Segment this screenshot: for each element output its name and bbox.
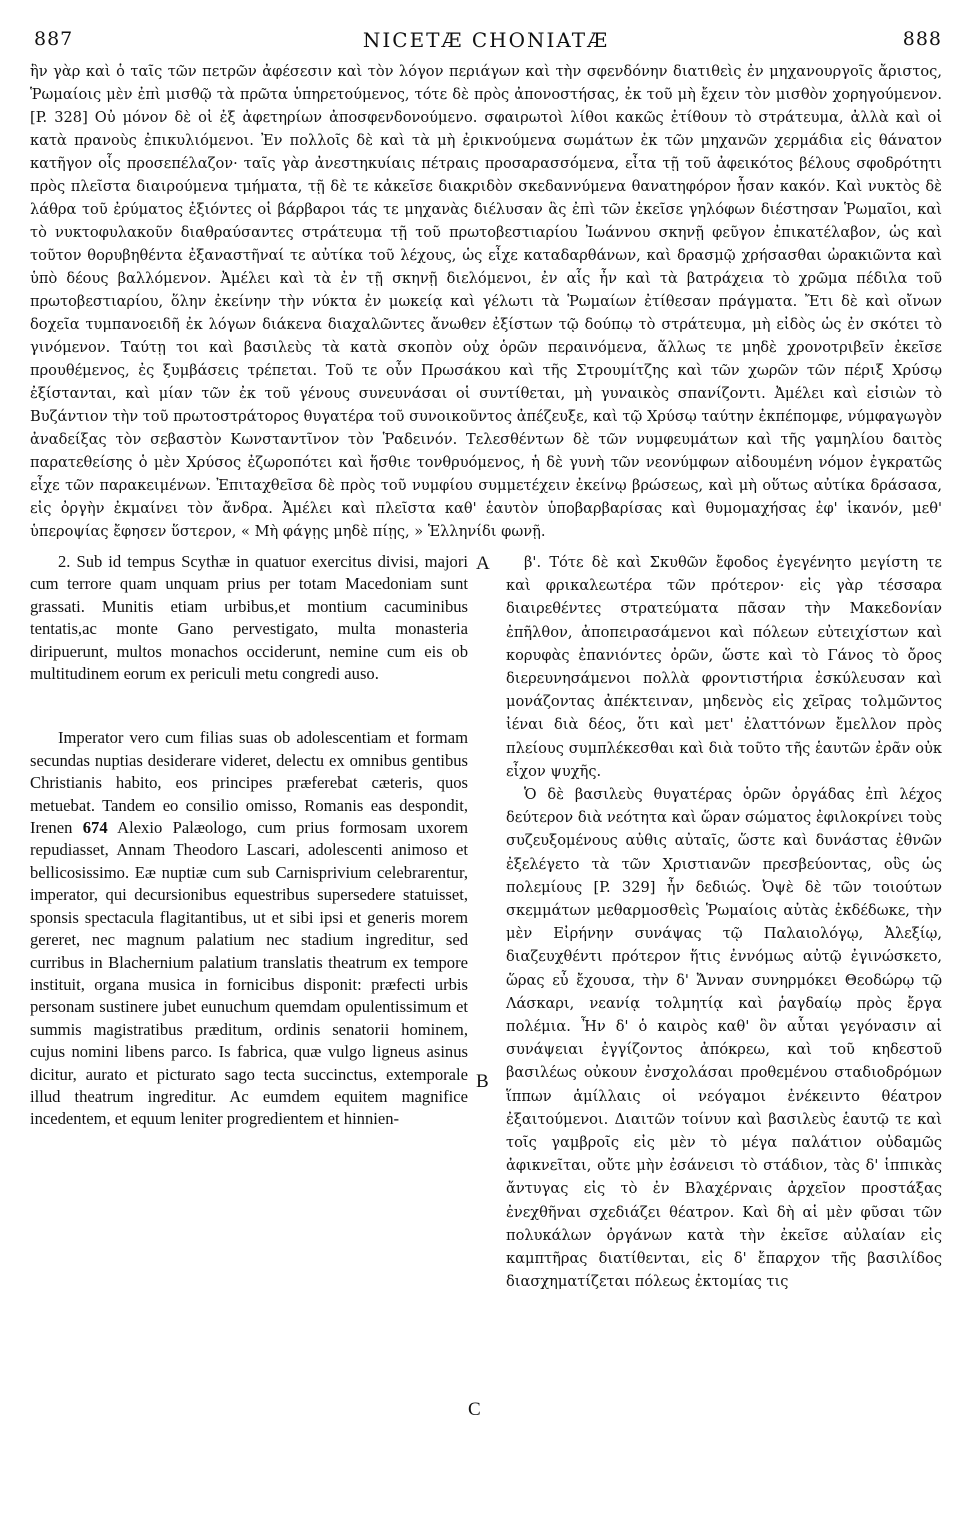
- greek-full-width-text: [30, 60, 942, 543]
- folio-number: 674: [82, 818, 108, 838]
- latin-paragraph-2-rest: Alexio Palæologo, cum prius formosam uxorem repudiasset, Annam Theodoro Lascari, adolescenti animoso et bellicosissimo. Eæ nuptiæ cum sub Carnisprivium celebrarentur, imperator, qui decursionibus equestribus supersedere statuisset, sponsis spectacula flagitantibus, ut et sibi ipsi et generis morem gereret, nec magnum palatium nec stadium ingreditur, sed curribus in Blachernium palatium translatis theatrum ex tempore instituit, organa musica in fornicibus disponit: præfecti urbis personam sustinere jubet eunuchum quemdam opulentissimum et summis magistratibus præditum, ordinis senatorii hominem, cujus nomini libens parco. Is fabrica, quæ vulgo ligneus asinus dicitur, aurato et picturato sago tecta succinctus, extemporale illud theatrum ingreditur. Ac eumdem equitem magnifice incedentem, et equum leniter progredientem et hinnien-: [30, 818, 468, 1129]
- latin-paragraph-2-start: Imperator vero cum filias suas ob adolescentiam et formam secundas nuptias desiderare videret, delectu ex omnibus gentibus Christianis habito, eos principes præferebat cæteris, quos metuebat. Tandem eo consilio omisso, Romanis eas despondit, Irenen: [30, 728, 468, 838]
- section-marker-b: B: [476, 1071, 489, 1092]
- page: [30, 28, 942, 1420]
- page-number-right: 888: [902, 28, 942, 50]
- section-marker-c: C: [468, 1399, 481, 1420]
- greek-column: [506, 551, 942, 1294]
- latin-paragraph-1: 2. Sub id tempus Scythæ in quatuor exercitus divisi, majori cum terrore quam unquam prius per totam Macedoniam sunt grassati. Munitis etiam urbibus,et montium cacuminibus tentatis,ac monte Gano pervestigato, multa monasteria diripuerunt, multos monachos occiderunt, nemine cum eis ob multitudinem eorum ex periculi metu congredi auso.: [30, 552, 468, 684]
- section-marker-a: A: [476, 553, 490, 574]
- latin-column: [30, 551, 468, 1131]
- greek-column-paragraph-2: Ὁ δὲ βασιλεὺς θυγατέρας ὁρῶν ὀργάδας ἐπὶ λέχος δεύτερον διὰ νεότητα καὶ ὥραν σώματος ἐφιλοκρίνει τοὺς συζευξομένους αὐθις αὐταῖς, ὥστε καὶ δυνάστας ἐθνῶν ἐξελέγετο τὰ τῶν Χριστιανῶν πρεσβεύοντας, οὓς ὡς πολεμίους [P. 329] ἦν δεδιώς. Ὀψὲ δὲ τῶν τοιούτων σκεμμάτων μεθαρμοσθεὶς Ῥωμαίοις αὐτὰς ἐκδέδωκε, τὴν μὲν Εἰρήνην συνάψας τῷ Παλαιολόγῳ, Ἀλεξίῳ, διαζευχθέντι πρότερον ἥτις ἐννόμως αὐτῷ ἐγινώσκετο, ὥρας εὖ ἔχουσα, τὴν δ' Ἄνναν συνηρμόκει Θεοδώρῳ τῷ Λάσκαρι, νεανίᾳ τολμητίᾳ καὶ ῥαγδαίῳ πρὸς ἔργα πολέμια. Ἦν δ' ὁ καιρὸς καθ' ὃν αὗται γεγόνασιν αἱ συνάψειαι ἐγγίζοντος ἀπόκρεω, καὶ τοῦ κηδεστοῦ βασιλέως οὐκουν ἐνσχολάσαι προθεμένου σταδιοδρόμων ἵππων ἁμίλλαις οἱ νεόγαμοι ἐνέκειντο θέατρον ἐξαιτούμενοι. Διαιτῶν τοίνυν καὶ βασιλεὺς ἑαυτῷ τε καὶ τοῖς γαμβροῖς εἰς μὲν τὸ μέγα παλάτιον οὐδαμῶς ἀφικνεῖται, οὔτε μὴν ἐσάνεισι τὸ στάδιον, τὰς δ' ἱππικὰς ἄντυγας εἰς τὸ ἐν Βλαχέρναις ἀρχεῖον προστάξας ἐνεχθῆναι σχεδιάζει θέατρον. Καὶ δὴ αἱ μὲν φῦσαι τῶν πολυκάλων ὀργάνων κατὰ τὴν ἐκεῖσε αὐλαίαν εἰς καμπτῆρας διατίθενται, εἰς δ' ἔπαρχον τῆς βασιλίδος διασχηματίζεται πόλεως ἐκτομίας τις: [506, 786, 942, 1291]
- page-number-left: 887: [34, 28, 74, 50]
- greek-top-paragraph: ἣν γὰρ καὶ ὁ ταῖς τῶν πετρῶν ἀφέσεσιν καὶ τὸν λόγον περιάγων καὶ τὴν σφενδόνην διατιθεὶς ἐν μηχανουργοῖς ἄριστος, Ῥωμαίοις μὲν ἐπὶ μισθῷ τὰ πρῶτα ὑπηρετούμενος, τότε δὲ πρὸς ἀπονοστήσας, ἐκ τοῦ μὴ ἔχειν τὸν μισθὸν χορηγούμενον. [P. 328] Οὐ μόνον δὲ οἱ ἐξ ἀφετηρίων ἀποσφενδονούμενο. σφαιρωτοὶ λίθοι κακῶς ἐτίθουν τὸ στράτευμα, ἀλλὰ καὶ οἱ κατὰ πρανοὺς ἐπικυλιόμενοι. Ἐν πολλοῖς δὲ καὶ τὰ μὴ ἐρικνούμενα σωμάτων ἐκ τῶν μηχανῶν χερμάδια εἰς θάνατον κατῆγον οἷς προσεπέλαζον· ταῖς γὰρ ἀνεστηκυίαις πέτραις προσαρασσόμενα, εἶτα τῇ τοῦ ἀφεικότος βέλους σφοδρότητι πρὸς πλεῖστα διαιρούμενα τμήματα, τῇ δὲ τε κἀκεῖσε διακριδὸν σκεδαννύμενα θανατηφόρον ἦσαν κακόν. Καὶ νυκτὸς δὲ λάθρα τοῦ ἐρύματος ἐξιόντες οἱ βάρβαροι τάς τε μηχανὰς διέλυσαν ἃς ἐπὶ τῶν ἐκεῖσε γηλόφων διέστησαν Ῥωμαῖοι, καὶ τὸ νυκτοφυλακοῦν διαθραύσαντες στράτευμα τῇ τοῦ πρωτοβεστιαρίου Ἰωάννου σκηνῇ φεῦγον ἐπικατέλαβον, ὡς καὶ τοῦτον θορυβηθέντα ἐξαναστῆναί τε αὐτίκα τοῦ λέχους, ὡς εἶχε καταδαρθάνων, καὶ δρασμῷ χρήσασθαι ὠρακιῶντα καὶ ὑπὸ δέους βαλλόμενον. Ἀμέλει καὶ τὰ ἐν τῇ σκηνῇ διελόμενοι, ἐν αἷς ἦν καὶ τὰ βατράχεια τὸ χρῶμα πέδιλα τοῦ πρωτοβεστιαρίου, ὅλην ἐκείνην τὴν νύκτα ἐν μωκείᾳ καὶ γέλωτι τὰ Ῥωμαίων ἐτίθεσαν πράγματα. Ἔτι δὲ καὶ οἴνων δοχεῖα τυμπανοειδῆ ἐκ λόγων διάκενα διαχαλῶντες ἄνωθεν ἐξίστων τῷ δούπῳ τὸ στράτευμα, μὴ εἰδὸς ὡς ἐν σκότει τὸ γινόμενον. Ταύτῃ τοι καὶ βασιλεὺς τὰ κατὰ σκοπὸν οὐχ ὁρῶν περαινόμενα, ἄλλως τε μηδὲ χρονοτριβεῖν ἐκεῖσε προυθέμενος, ἐς ξυμβάσεις τρέπεται. Τοῦ τε οὖν Πρωσάκου καὶ τῆς Στρουμίτζης καὶ τῶν χωρῶν τῶν πέριξ Χρύσῳ ἐξίστανται, καὶ μίαν τῶν ἐκ τοῦ γένους συνευνάσαι οἱ συντίθεται, μὴ γυναικὸς σπανίζοντι. Ἀμέλει καὶ εἰσιὼν τὸ Βυζάντιον τὴν τοῦ πρωτοστράτορος θυγατέρα τοῦ συνοικοῦντος ἀπέζευξε, καὶ τῷ Χρύσῳ ταύτην ἐκπέπομφε, νύμφαγωγὸν ἀναδείξας τὸν σεβαστὸν Κωνσταντῖνον τὸν Ῥαδεινόν. Τελεσθέντων δὲ τῶν νυμφευμάτων καὶ τῆς γαμηλίου δαιτὸς παρατεθείσης ὁ μὲν Χρύσος ἐζωροπότει καὶ ἥσθιε τονθρυόμενος, ἡ δὲ γυνὴ τῶν νεονύμφων αἰδουμένη νόμον ἐγκρατῶς εἶχε τῶν παρακειμένων. Ἐπιταχθεῖσα δὲ πρὸς τοῦ νυμφίου συμμετέχειν ἐκείνῳ βρώσεως, καὶ μὴ οὕτως αὐτίκα δράσασα, εἰς ὀργὴν ἐκμαίνει τὸν ἄνδρα. Ἀμέλει καὶ πλεῖστα καθ' ἑαυτὸν ὑποβαρβαρίσας καὶ θυμομαχήσας ἐφ' ἱκανόν, μεθ' ὑπεροψίας ἔφησεν ὕστερον, « Μὴ φάγῃς μηδὲ πίῃς, » Ἑλληνίδι φωνῇ.: [30, 63, 942, 540]
- latin-paragraph-2: [30, 727, 468, 1130]
- page-header: [30, 28, 942, 58]
- greek-column-paragraph-1: β'. Τότε δὲ καὶ Σκυθῶν ἔφοδος ἐγεγένητο μεγίστη τε καὶ φρικαλεωτέρα τῶν πρότερον· εἰς γὰρ τέσσαρα διαιρεθέντες στρατεύματα πᾶσαν τὴν Μακεδονίαν ἐπῆλθον, ἀποπειρασάμενοι καὶ πόλεων εὐτειχίστων καὶ κορυφὰς ἐπανιόντες ὀρῶν, ὥστε καὶ τὸ Γάνος τὸ ὄρος διερευνησάμενοι πολλὰ φροντιστήρια ἐσκύλευσαν καὶ μονάζοντας ἀπέκτειναν, μηδενὸς εἰς χεῖρας τολμῶντος ἰέναι διὰ δέος, ὅτι καὶ μετ' ἐλαττόνων ἔμελλον πρὸς πλείους συμπλέκεσθαι καὶ διὰ τοῦτο τῆς ἑαυτῶν ἐρᾶν οὐκ εἶχον ψυχῆς.: [506, 554, 942, 780]
- running-title: NICETÆ CHONIATÆ: [362, 28, 610, 52]
